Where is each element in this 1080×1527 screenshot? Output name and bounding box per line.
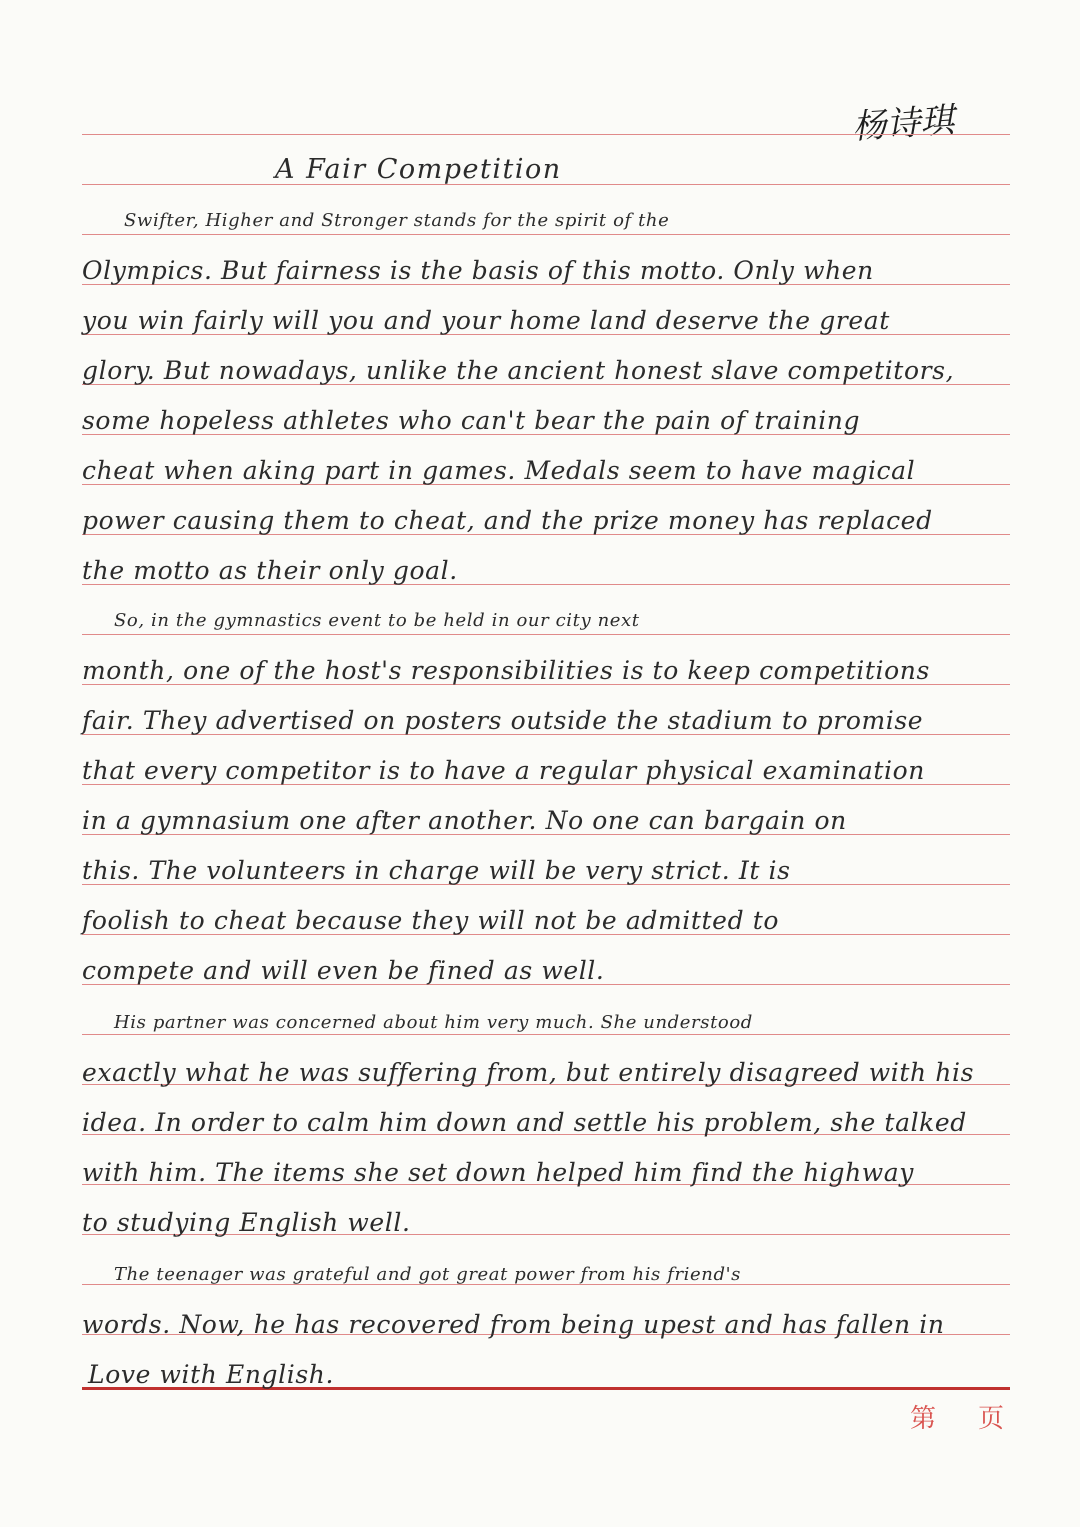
text-line: His partner was concerned about him very much. She understood <box>114 1012 753 1033</box>
author-signature: 杨诗琪 <box>850 100 956 148</box>
ruled-line <box>82 134 1010 135</box>
text-line: Olympics. But fairness is the basis of this motto. Only when <box>82 256 874 285</box>
text-line: that every competitor is to have a regular physical examination <box>82 756 925 785</box>
text-line: words. Now, he has recovered from being upest and has fallen in <box>82 1310 945 1339</box>
text-line: So, in the gymnastics event to be held in our city next <box>114 610 640 631</box>
text-line: cheat when aking part in games. Medals seem to have magical <box>82 456 916 485</box>
text-line: exactly what he was suffering from, but entirely disagreed with his <box>82 1058 975 1087</box>
essay-title: A Fair Competition <box>275 154 562 185</box>
text-line: with him. The items she set down helped him find the highway <box>82 1158 915 1187</box>
text-line: foolish to cheat because they will not be admitted to <box>82 906 780 935</box>
text-line: the motto as their only goal. <box>82 556 458 585</box>
text-line: fair. They advertised on posters outside the stadium to promise <box>82 706 924 735</box>
text-line: glory. But nowadays, unlike the ancient honest slave competitors, <box>82 356 955 385</box>
text-line: to studying English well. <box>82 1208 411 1237</box>
page-suffix: 页 <box>978 1404 1005 1434</box>
text-line: The teenager was grateful and got great power from his friend's <box>114 1264 741 1285</box>
text-line: compete and will even be fined as well. <box>82 956 605 985</box>
text-line: month, one of the host's responsibilities is to keep competitions <box>82 656 930 685</box>
page-label: 第 <box>910 1404 937 1434</box>
text-line: Swifter, Higher and Stronger stands for the spirit of the <box>124 210 670 231</box>
text-line: in a gymnasium one after another. No one can bargain on <box>82 806 847 835</box>
text-line: idea. In order to calm him down and settle his problem, she talked <box>82 1108 967 1137</box>
text-line: this. The volunteers in charge will be very strict. It is <box>82 856 791 885</box>
text-line: power causing them to cheat, and the prize money has replaced <box>82 506 933 535</box>
text-line: some hopeless athletes who can't bear the pain of training <box>82 406 861 435</box>
text-line: Love with English. <box>88 1360 335 1389</box>
text-line: you win fairly will you and your home land deserve the great <box>82 306 890 335</box>
